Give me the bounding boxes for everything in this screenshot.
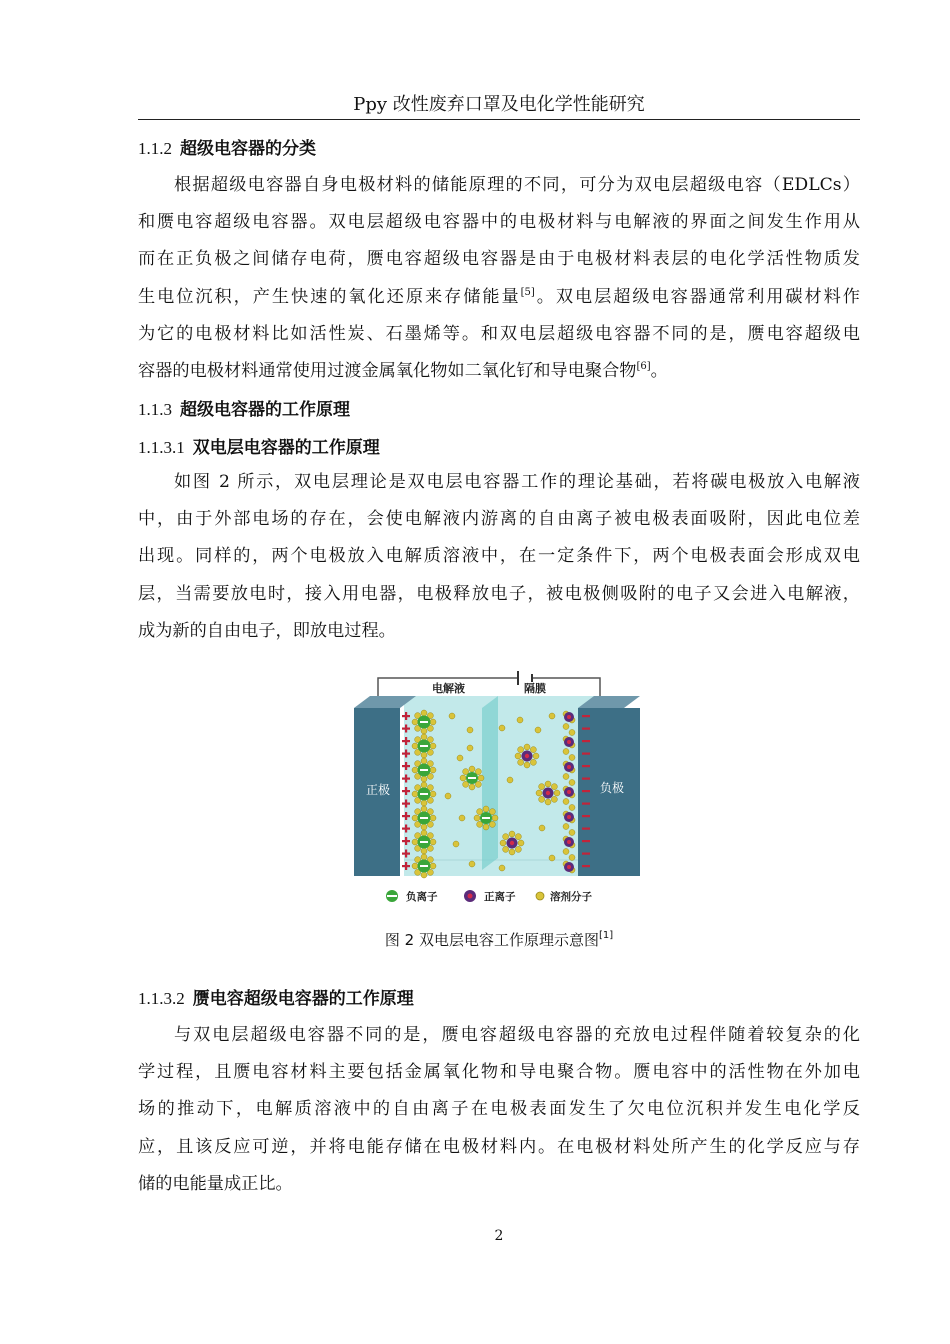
text-segment: 生电位沉积，产生快速的氧化还原来存储能量 (138, 286, 521, 307)
text-line: 与双电层超级电容器不同的是，赝电容超级电容器的充放电过程伴随着较复杂的化 (174, 1025, 860, 1045)
negative-charge (582, 828, 590, 830)
solvent-molecule (459, 815, 465, 821)
text-line: 中，由于外部电场的存在，会使电解液内游离的自由离子被电极表面吸附，因此电位差 (138, 509, 860, 530)
solvent-molecule (469, 766, 475, 772)
legend-solvent-label: 溶剂分子 (550, 891, 592, 903)
negative-charge (582, 815, 590, 817)
positive-charge (405, 787, 407, 795)
anion-minus (420, 865, 428, 867)
negative-charge (582, 840, 590, 842)
positive-charge (405, 837, 407, 845)
solvent-molecule (421, 734, 427, 740)
solvent-molecule (412, 839, 418, 845)
solvent-molecule (563, 824, 569, 830)
solvent-molecule (421, 728, 427, 734)
section-title: 超级电容器的工作原理 (180, 400, 350, 420)
solvent-molecule (421, 830, 427, 836)
solvent-molecule (421, 782, 427, 788)
solvent-molecule (469, 861, 475, 867)
negative-charge (582, 778, 590, 780)
text-line: 场的推动下，电解质溶液中的自由离子在电极表面发生了欠电位沉积并发生电化学反 (138, 1099, 860, 1120)
legend-solvent-icon (536, 892, 544, 900)
solvent-molecule (489, 821, 495, 827)
positive-charge (405, 762, 407, 770)
solvent-molecule (412, 743, 418, 749)
negative-charge (582, 865, 590, 867)
solvent-molecule (467, 727, 473, 733)
section-number: 1.1.2 (138, 139, 172, 158)
solvent-molecule (421, 806, 427, 812)
solvent-molecule (563, 774, 569, 780)
solvent-molecule (475, 769, 481, 775)
solvent-molecule (421, 710, 427, 716)
positive-charge (405, 850, 407, 858)
label-positive-electrode: 正极 (366, 783, 391, 797)
solvent-molecule (463, 781, 469, 787)
negative-charge (582, 853, 590, 855)
cation-core (567, 765, 571, 769)
solvent-molecule (477, 809, 483, 815)
text-line: 而在正负极之间储存电荷，赝电容超级电容器是由于电极材料表层的电化学活性物质发 (138, 249, 860, 270)
paragraph-classification (138, 167, 860, 390)
text-line: 和赝电容超级电容器。双电层超级电容器中的电极材料与电解液的界面之间发生作用从 (138, 212, 860, 233)
solvent-molecule (539, 784, 545, 790)
solvent-molecule (492, 815, 498, 821)
solvent-molecule (500, 840, 506, 846)
legend-cation-label: 正离子 (484, 891, 516, 903)
negative-charge (582, 753, 590, 755)
solvent-molecule (569, 830, 575, 836)
text-line: 如图 2 所示，双电层理论是双电层电容器工作的理论基础，若将碳电极放入电解液 (174, 472, 860, 492)
legend-cation-core (468, 894, 473, 899)
solvent-molecule (449, 713, 455, 719)
solvent-molecule (483, 824, 489, 830)
solvent-molecule (483, 806, 489, 812)
cation-core (567, 790, 571, 794)
solvent-molecule (421, 872, 427, 878)
solvent-molecule (412, 815, 418, 821)
positive-charge (405, 862, 407, 870)
solvent-molecule (518, 747, 524, 753)
solvent-molecule (539, 796, 545, 802)
solvent-molecule (539, 825, 545, 831)
solvent-molecule (545, 799, 551, 805)
section-number: 1.1.3 (138, 400, 172, 419)
solvent-molecule (489, 809, 495, 815)
solvent-molecule (563, 799, 569, 805)
text-line: 为它的电极材料比如活性炭、石墨烯等。和双电层超级电容器不同的是，赝电容超级电 (138, 323, 860, 344)
solvent-molecule (430, 767, 436, 773)
negative-charge (582, 715, 590, 717)
solvent-molecule (499, 725, 505, 731)
section-heading-1-1-3-1 (138, 436, 380, 460)
solvent-molecule (467, 745, 473, 751)
text-line: 应，且该反应可逆，并将电能存储在电极材料内。在电极材料处所产生的化学反应与存 (138, 1136, 860, 1157)
running-header: Ppy 改性废弃口罩及电化学性能研究 (353, 94, 645, 115)
solvent-molecule (515, 753, 521, 759)
text-line: 成为新的自由电子，即放电过程。 (138, 620, 396, 641)
text-segment: 。双电层超级电容器通常利用碳材料作 (534, 286, 860, 307)
solvent-molecule (509, 849, 515, 855)
solvent-molecule (460, 775, 466, 781)
edlc-diagram-svg (352, 668, 644, 912)
text-segment: 容器的电极材料通常使用过渡金属氧化物如二氧化钌和导电聚合物 (138, 360, 637, 381)
solvent-molecule (453, 841, 459, 847)
solvent-molecule (421, 752, 427, 758)
anion-minus (420, 745, 428, 747)
anion-minus (420, 793, 428, 795)
solvent-molecule (569, 755, 575, 761)
solvent-molecule (530, 747, 536, 753)
label-negative-electrode: 负极 (600, 781, 625, 795)
solvent-molecule (421, 824, 427, 830)
solvent-molecule (421, 758, 427, 764)
solvent-molecule (412, 863, 418, 869)
solvent-molecule (535, 727, 541, 733)
positive-charge (405, 737, 407, 745)
section-heading-1-1-3-2 (138, 987, 414, 1011)
solvent-molecule (457, 755, 463, 761)
negative-charge (582, 803, 590, 805)
solvent-molecule (445, 793, 451, 799)
solvent-molecule (563, 749, 569, 755)
solvent-molecule (549, 713, 555, 719)
solvent-molecule (421, 800, 427, 806)
label-electrolyte: 电解液 (432, 682, 465, 695)
text-line: 层，当需要放电时，接入用电器，电极释放电子，被电极侧吸附的电子又会进入电解液， (138, 583, 860, 604)
solvent-molecule (569, 805, 575, 811)
solvent-molecule (554, 790, 560, 796)
legend-anion-minus (387, 895, 397, 897)
text-line: 储的电能量成正比。 (138, 1173, 293, 1194)
solvent-molecule (430, 815, 436, 821)
solvent-molecule (569, 780, 575, 786)
solvent-molecule (503, 834, 509, 840)
solvent-molecule (430, 719, 436, 725)
circuit-wire (378, 678, 600, 696)
cation-core (546, 791, 550, 795)
solvent-molecule (518, 759, 524, 765)
solvent-molecule (551, 796, 557, 802)
section-title: 双电层电容器的工作原理 (192, 438, 380, 458)
anion-minus (420, 817, 428, 819)
solvent-molecule (569, 855, 575, 861)
cation-core (567, 740, 571, 744)
solvent-molecule (524, 744, 530, 750)
solvent-molecule (430, 863, 436, 869)
solvent-molecule (430, 791, 436, 797)
positive-charge (405, 725, 407, 733)
solvent-molecule (569, 730, 575, 736)
text-line: 出现。同样的，两个电极放入电解质溶液中，在一定条件下，两个电极表面会形成双电 (138, 546, 860, 567)
cation-core (567, 865, 571, 869)
solvent-molecule (474, 815, 480, 821)
solvent-molecule (545, 781, 551, 787)
section-number: 1.1.3.1 (138, 438, 185, 457)
cation-core (567, 840, 571, 844)
section-heading-1-1-2 (138, 137, 316, 161)
solvent-molecule (530, 759, 536, 765)
solvent-molecule (507, 777, 513, 783)
solvent-molecule (412, 719, 418, 725)
anion-minus (420, 721, 428, 723)
paragraph-pseudocapacitor-principle (138, 1017, 860, 1203)
citation-ref: [1] (598, 930, 614, 941)
solvent-molecule (475, 781, 481, 787)
positive-charge (405, 800, 407, 808)
section-heading-1-1-3 (138, 398, 350, 422)
solvent-molecule (421, 848, 427, 854)
positive-charge (405, 812, 407, 820)
solvent-molecule (515, 834, 521, 840)
solvent-molecule (515, 846, 521, 852)
solvent-molecule (478, 775, 484, 781)
solvent-molecule (469, 784, 475, 790)
figure-caption (138, 929, 860, 951)
legend-anion-label: 负离子 (406, 891, 438, 903)
solvent-molecule (477, 821, 483, 827)
solvent-molecule (517, 717, 523, 723)
text-line: 根据超级电容器自身电极材料的储能原理的不同，可分为双电层超级电容（EDLCs） (174, 175, 860, 195)
solvent-molecule (551, 784, 557, 790)
solvent-molecule (430, 839, 436, 845)
anion-minus (420, 769, 428, 771)
solvent-molecule (563, 724, 569, 730)
page-number: 2 (494, 1228, 504, 1244)
text-line: 学过程，且赝电容材料主要包括金属氧化物和导电聚合物。赝电容中的活性物在外加电 (138, 1062, 860, 1083)
solvent-molecule (503, 846, 509, 852)
text-segment: 。 (650, 360, 668, 381)
section-title: 超级电容器的分类 (180, 139, 316, 159)
solvent-molecule (536, 790, 542, 796)
solvent-molecule (421, 776, 427, 782)
solvent-molecule (533, 753, 539, 759)
solvent-molecule (549, 855, 555, 861)
positive-charge (405, 712, 407, 720)
cation-core (567, 815, 571, 819)
anion-minus (468, 777, 476, 779)
cation-core (510, 841, 514, 845)
solvent-molecule (563, 849, 569, 855)
header-rule (138, 119, 860, 120)
negative-charge (582, 740, 590, 742)
edlc-diagram (352, 668, 644, 912)
solvent-molecule (412, 791, 418, 797)
section-number: 1.1.3.2 (138, 989, 185, 1008)
separator (482, 696, 498, 870)
solvent-molecule (430, 743, 436, 749)
anion-minus (482, 817, 490, 819)
negative-charge (582, 790, 590, 792)
solvent-molecule (421, 854, 427, 860)
cation-core (525, 754, 529, 758)
citation-ref: [5] (520, 286, 535, 298)
solvent-molecule (518, 840, 524, 846)
label-separator: 隔膜 (524, 682, 546, 695)
solvent-molecule (509, 831, 515, 837)
solvent-molecule (499, 865, 505, 871)
text-line (138, 279, 860, 316)
text-line (138, 353, 860, 390)
section-title: 赝电容超级电容器的工作原理 (192, 989, 414, 1009)
caption-text: 图 2 双电层电容工作原理示意图 (384, 931, 599, 949)
anion-minus (420, 841, 428, 843)
solvent-molecule (463, 769, 469, 775)
negative-charge (582, 728, 590, 730)
cation-core (567, 715, 571, 719)
solvent-molecule (412, 767, 418, 773)
positive-charge (405, 750, 407, 758)
positive-charge (405, 825, 407, 833)
negative-charge (582, 765, 590, 767)
citation-ref: [6] (636, 360, 651, 372)
solvent-molecule (524, 762, 530, 768)
positive-charge (405, 775, 407, 783)
paragraph-edlc-principle (138, 464, 860, 650)
